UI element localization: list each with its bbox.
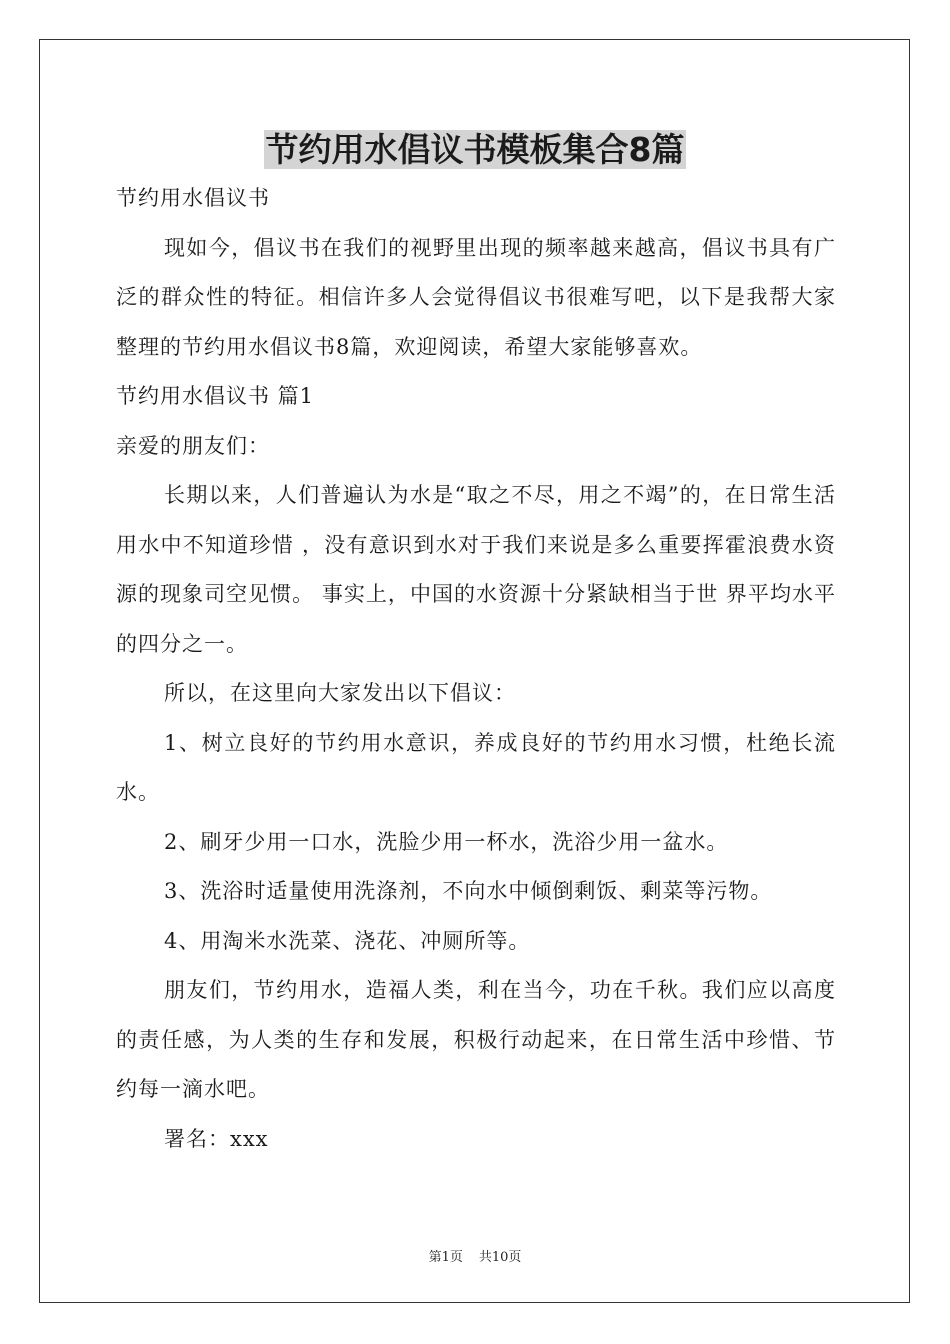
document-title — [0, 128, 950, 172]
paragraph-proposal-intro: 所以，在这里向大家发出以下倡议： — [164, 681, 516, 705]
document-body — [116, 174, 836, 1164]
proposal-item-1: 1、树立良好的节约用水意识，养成良好的节约用水习惯，杜绝长流水。 — [116, 730, 836, 804]
proposal-item-2: 2、刷牙少用一口水，洗脸少用一杯水，洗浴少用一盆水。 — [164, 829, 729, 854]
page-footer — [0, 1246, 950, 1265]
document-title-text: 节约用水倡议书模板集合8篇 — [265, 130, 685, 169]
paragraph-background: 长期以来，人们普遍认为水是“取之不尽，用之不竭”的，在日常生活用水中不知道珍惜 ，没有意识到水对于我们来说是多么重要挥霍浪费水资源的现象司空见惯。 事实上，中国的水资源十分紧缺相当于世 界平均水平的四分之一。 — [116, 483, 836, 656]
page-number: 第1页 — [428, 1250, 463, 1265]
paragraph-heading: 节约用水倡议书 — [116, 186, 270, 210]
proposal-item-4: 4、用淘米水洗菜、浇花、冲厕所等。 — [164, 928, 531, 953]
section-heading: 节约用水倡议书 篇1 — [116, 384, 315, 408]
signature-line: 署名：xxx — [164, 1126, 269, 1151]
page-total: 共10页 — [478, 1250, 522, 1265]
paragraph-intro: 现如今，倡议书在我们的视野里出现的频率越来越高，倡议书具有广泛的群众性的特征。相信许多人会觉得倡议书很难写吧，以下是我帮大家整理的节约用水倡议书8篇，欢迎阅读，希望大家能够喜欢。 — [116, 235, 836, 359]
paragraph-closing: 朋友们，节约用水，造福人类，利在当今，功在千秋。我们应以高度的责任感，为人类的生存和发展，积极行动起来，在日常生活中珍惜、节约每一滴水吧。 — [116, 978, 836, 1101]
salutation: 亲爱的朋友们： — [116, 433, 270, 458]
proposal-item-3: 3、洗浴时适量使用洗涤剂，不向水中倾倒剩饭、剩菜等污物。 — [164, 879, 773, 903]
